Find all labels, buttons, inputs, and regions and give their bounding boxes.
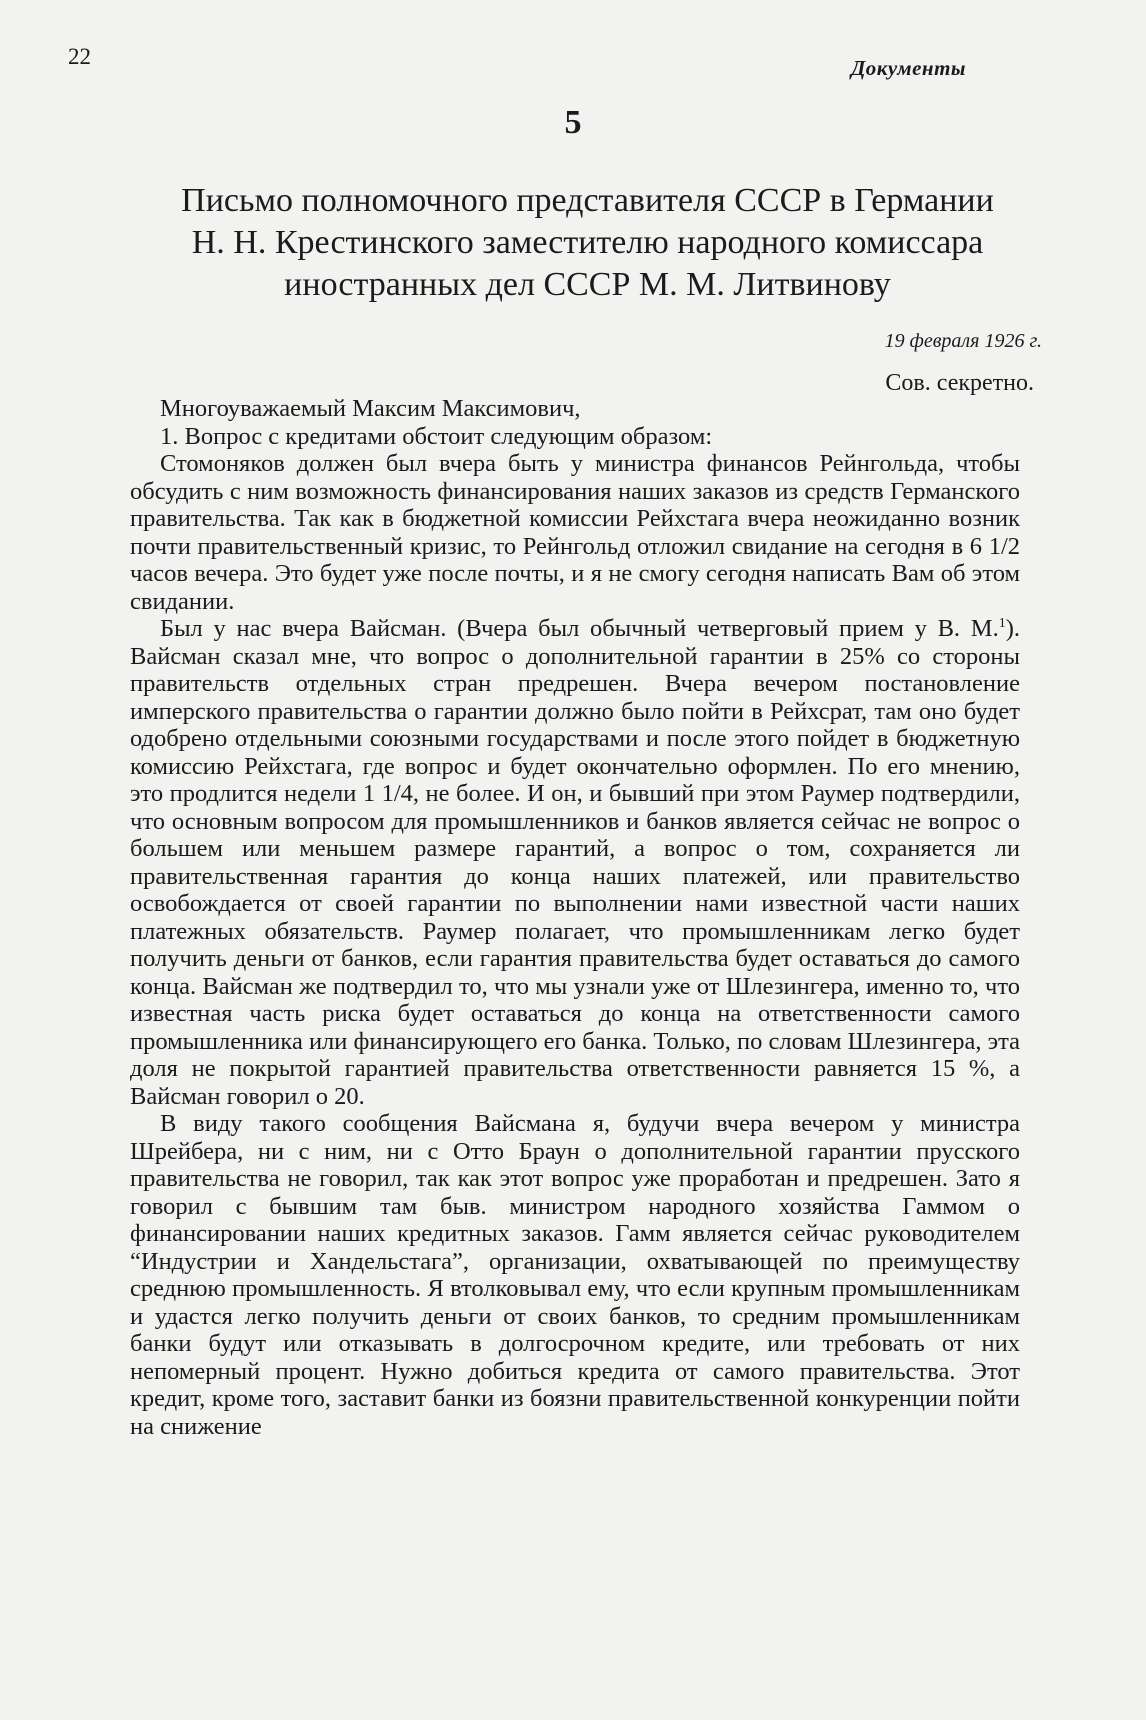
title-line: Письмо полномочного представителя СССР в Германии	[181, 182, 994, 219]
item-1-heading: 1. Вопрос с кредитами обстоит следующим образом:	[160, 422, 713, 450]
paragraph-text: ). Вайсман сказал мне, что вопрос о дополнительной гарантии в 25% со стороны правительств отдельных стран предрешен. Вчера вечером постановление имперского правительства о гарантии должно было пойти в Рейхсрат, там оно будет одобрено отдельными союзными государствами и после этого пойдет в бюджетную комиссию Рейхстага, где вопрос и будет окончательно оформлен. По его мнению, это продлится недели 1 1/4, не более. И он, и бывший при этом Раумер подтвердили, что основным вопросом для промышленников и банков является сейчас не вопрос о большем или меньшем размере гарантий, а вопрос о том, сохраняется ли правительственная гарантия до конца наших платежей, или правительство освобождается от своей гарантии по выполнении нами известной части наших платежных обязательств. Раумер полагает, что промышленникам легко будет получить деньги от банков, если гарантия правительства будет оставаться до самого конца. Вайсман же подтвердил то, что мы узнали уже от Шлезингера, именно то, что известная часть риска будет оставаться до конца на ответственности самого промышленника или финансирующего его банка. Только, по словам Шлезингера, эта доля не покрытой гарантией правительства ответственности равняется 15 %, а Вайсман говорил о 20.	[130, 615, 1020, 1110]
document-title	[140, 180, 1035, 306]
title-line: Н. Н. Крестинского заместителю народного комиссара	[191, 224, 984, 261]
document-date: 19 февраля 1926 г.	[884, 330, 1042, 352]
letter-body	[130, 395, 1020, 1440]
document-number: 5	[564, 104, 582, 141]
paragraph: Стомоняков должен был вчера быть у министра финансов Рейнгольда, чтобы обсудить с ним возможность финансирования наших заказов из средств Германского правительства. Так как в бюджетной комиссии Рейхстага вчера неожиданно возник почти правительственный кризис, то Рейнгольд отложил свидание на сегодня в 6 1/2 часов вечера. Это будет уже после почты, и я не смогу сегодня написать Вам об этом свидании.	[130, 450, 1020, 615]
footnote-ref: 1	[998, 615, 1006, 631]
paragraph: В виду такого сообщения Вайсмана я, будучи вчера вечером у министра Шрейбера, ни с ним, ни с Отто Браун о дополнительной гарантии прусского правительства не говорил, так как этот вопрос уже проработан и предрешен. Зато я говорил с бывшим там быв. министром народного хозяйства Гаммом о финансировании наших кредитных заказов. Гамм является сейчас руководителем “Индустрии и Хандельстага”, организации, охватывающей по преимуществу среднюю промышленность. Я втолковывал ему, что если крупным промышленникам и удастся легко получить деньги от своих банков, то средним промышленникам банки будут или отказывать в долгосрочном кредите, или требовать от них непомерный процент. Нужно добиться кредита от самого правительства. Этот кредит, кроме того, заставит банки из боязни правительственной конкуренции пойти на снижение	[130, 1110, 1020, 1440]
salutation: Многоуважаемый Максим Максимович,	[160, 395, 581, 422]
running-head: Документы	[850, 56, 966, 80]
title-line: иностранных дел СССР М. М. Литвинову	[284, 266, 891, 303]
classification-stamp: Сов. секретно.	[885, 370, 1034, 396]
page-number: 22	[68, 44, 91, 69]
paragraph	[130, 615, 1020, 1110]
paragraph-text: Был у нас вчера Вайсман. (Вчера был обычный четверговый прием у В. М.	[160, 615, 999, 642]
